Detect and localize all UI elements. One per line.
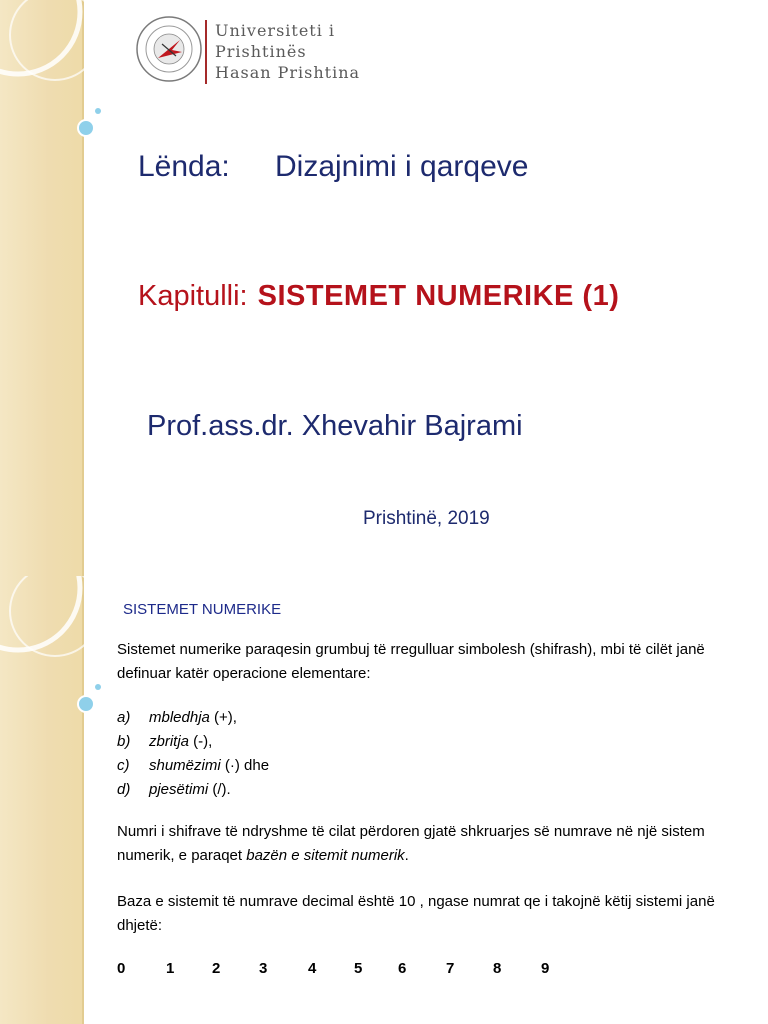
- item-label: b): [117, 733, 131, 750]
- university-line3: Hasan Prishtina: [215, 63, 361, 82]
- logo-divider: [205, 20, 207, 84]
- item-name: shumëzimi: [149, 757, 221, 774]
- university-name: [215, 20, 360, 83]
- chapter-line: [138, 280, 619, 313]
- item-label: d): [117, 781, 131, 798]
- base-def-text: Numri i shifrave të ndryshme të cilat përdoren gjatë shkruarjes së numrave në një sistem numerik, e paraqet: [117, 823, 705, 864]
- digit: 5: [354, 960, 363, 977]
- base-def-italic: bazën e sitemit numerik: [246, 847, 405, 864]
- item-symbol: (+),: [209, 709, 237, 726]
- base-def-end: .: [404, 847, 409, 864]
- item-name: zbritja: [149, 733, 190, 750]
- base-definition-paragraph: [117, 820, 727, 868]
- item-name: pjesëtimi: [149, 781, 209, 798]
- author: Prof.ass.dr. Xhevahir Bajrami: [147, 410, 523, 442]
- decimal-paragraph: Baza e sistemit të numrave decimal është 10 , ngase numrat qe i takojnë këtij sistemi janë dhjetë:: [117, 893, 715, 934]
- item-label: a): [117, 709, 131, 726]
- digit: 3: [259, 960, 268, 977]
- item-symbol: (-),: [189, 733, 213, 750]
- digit: 2: [212, 960, 221, 977]
- digit: 1: [166, 960, 175, 977]
- intro-paragraph: Sistemet numerike paraqesin grumbuj të rregulluar simbolesh (shifrash), mbi të cilët janë definuar katër operacione elementare:: [117, 641, 705, 682]
- slide-content: [0, 576, 768, 1024]
- item-name: mbledhja: [149, 709, 210, 726]
- chapter-value: SISTEMET NUMERIKE (1): [257, 280, 620, 312]
- section-title: SISTEMET NUMERIKE: [123, 601, 282, 618]
- item-symbol: (/).: [208, 781, 231, 798]
- item-label: c): [117, 757, 130, 774]
- university-line1: Universiteti i: [215, 21, 336, 40]
- item-symbol: (·) dhe: [220, 757, 270, 774]
- subject-value: Dizajnimi i qarqeve: [275, 150, 529, 183]
- place-date: Prishtinë, 2019: [363, 508, 490, 529]
- digit: 6: [398, 960, 407, 977]
- subject-line: [138, 150, 529, 184]
- subject-label: Lënda:: [138, 150, 230, 183]
- chapter-label: Kapitulli:: [138, 280, 248, 312]
- digit: 4: [308, 960, 317, 977]
- digit: 7: [446, 960, 455, 977]
- university-line2: Prishtinës: [215, 42, 307, 61]
- digit: 8: [493, 960, 502, 977]
- digit: 0: [117, 960, 126, 977]
- digit: 9: [541, 960, 550, 977]
- university-seal-icon: [122, 14, 210, 84]
